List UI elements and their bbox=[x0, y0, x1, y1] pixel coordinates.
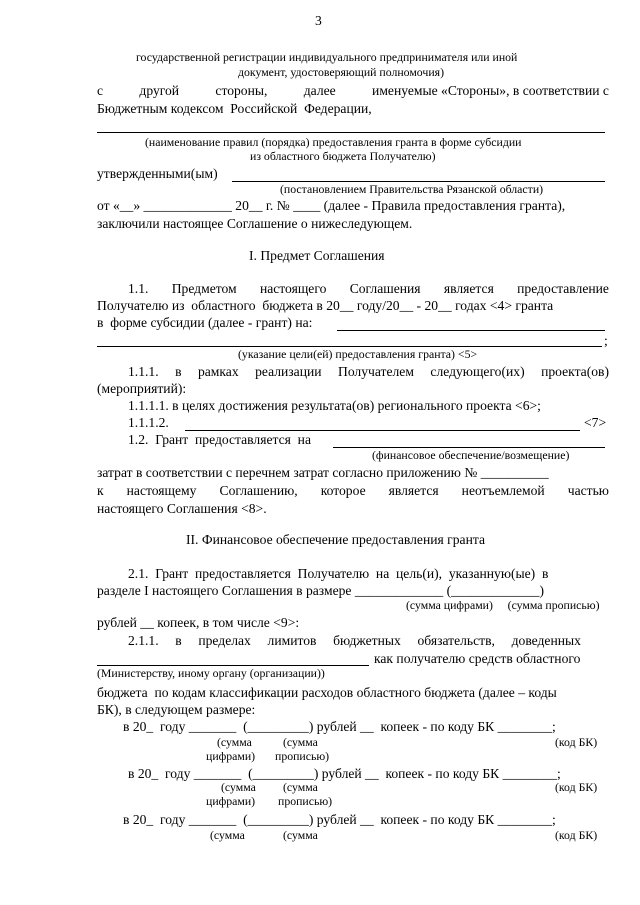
caption-rules-name: (наименование правил (порядка) предоставления гранта в форме субсидии bbox=[145, 135, 522, 149]
caption-sum: (сумма цифрами) (сумма прописью) bbox=[406, 598, 600, 612]
word: является bbox=[443, 281, 494, 296]
word: стороны, bbox=[215, 83, 268, 98]
word: к bbox=[97, 483, 104, 498]
year-row-1: в 20_ году _______ (_________) рублей __ копеек - по коду БК ________; bbox=[123, 719, 556, 734]
word: 1.1.1. bbox=[128, 364, 159, 379]
word: рамках bbox=[197, 364, 239, 379]
blank-line-1-1-1-2 bbox=[185, 430, 580, 431]
para-1-1-line-3: в форме субсидии (далее - грант) на: bbox=[97, 315, 313, 330]
word: реализации bbox=[255, 364, 322, 379]
para-1-1-line-2: Получателю из областного бюджета в 20__ году/20__ - 20__ годах <4> гранта bbox=[97, 298, 554, 313]
caption-year-2-kbk: (код БК) bbox=[555, 780, 598, 794]
para-1-1-1-line-1 bbox=[128, 365, 609, 379]
word: частью bbox=[567, 483, 609, 498]
section-2-title: II. Финансовое обеспечение предоставления гранта bbox=[186, 532, 485, 547]
para-2-1-1-line-3: бюджета по кодам классификации расходов областного бюджета (далее – коды bbox=[97, 685, 557, 700]
word: в bbox=[175, 633, 182, 648]
word: пределах bbox=[198, 633, 251, 648]
caption-year-2-a: (сумма bbox=[221, 780, 256, 794]
para-2-1-line-1: 2.1. Грант предоставляется Получателю на цель(и), указанную(ые) в bbox=[128, 566, 549, 581]
header-line-3 bbox=[97, 84, 609, 98]
caption-goal: (указание цели(ей) предоставления гранта) <5> bbox=[238, 347, 478, 361]
word: является bbox=[388, 483, 439, 498]
word: неотъемлемой bbox=[461, 483, 545, 498]
word: в bbox=[175, 364, 182, 379]
para-2-1-line-2: разделе I настоящего Соглашения в размере _____________ (_____________) bbox=[97, 583, 544, 598]
para-1-2-line-2: затрат в соответствии с перечнем затрат согласно приложению № __________ bbox=[97, 465, 549, 480]
para-1-1-1-1: 1.1.1.1. в целях достижения результата(ов) регионального проекта <6>; bbox=[128, 398, 541, 413]
word: Соглашения bbox=[349, 281, 421, 296]
word: Получателем bbox=[338, 364, 414, 379]
word: настоящему bbox=[126, 483, 197, 498]
page-number: 3 bbox=[315, 13, 322, 28]
caption-year-3-a: (сумма bbox=[210, 828, 245, 842]
caption-decree: (постановлением Правительства Рязанской области) bbox=[280, 182, 544, 196]
caption-year-2-d: прописью) bbox=[278, 794, 333, 808]
blank-line-purpose bbox=[337, 330, 605, 331]
para-2-1-1-line-1 bbox=[128, 634, 581, 648]
caption-year-1-kbk: (код БК) bbox=[555, 735, 598, 749]
word: лимитов bbox=[267, 633, 317, 648]
caption-year-1-b: (сумма bbox=[283, 735, 318, 749]
word: обязательств, bbox=[417, 633, 495, 648]
word: далее bbox=[303, 83, 336, 98]
word: предоставление bbox=[517, 281, 609, 296]
para-1-1-line-1 bbox=[128, 282, 609, 296]
caption-ministry: (Министерству, иному органу (организации)) bbox=[97, 666, 325, 680]
word: которое bbox=[320, 483, 366, 498]
header-line-2: документ, удостоверяющий полномочия) bbox=[238, 65, 444, 79]
para-1-1-1-line-2: (мероприятий): bbox=[97, 381, 187, 396]
semicolon: ; bbox=[604, 333, 608, 348]
word: доведенных bbox=[511, 633, 581, 648]
year-row-2: в 20_ году _______ (_________) рублей __ копеек - по коду БК ________; bbox=[128, 766, 561, 781]
word: 1.1. bbox=[128, 281, 149, 296]
para-2-1-1-line-4: БК), в следующем размере: bbox=[97, 702, 256, 717]
caption-year-2-b: (сумма bbox=[283, 780, 318, 794]
word: именуемые «Стороны», в соответствии с bbox=[372, 83, 609, 98]
year-row-3: в 20_ году _______ (_________) рублей __ копеек - по коду БК ________; bbox=[123, 812, 556, 827]
para-1-2-line-1: 1.2. Грант предоставляется на bbox=[128, 432, 311, 447]
word: другой bbox=[139, 83, 180, 98]
word: следующего(их) bbox=[430, 364, 525, 379]
word: 2.1.1. bbox=[128, 633, 159, 648]
word: Соглашению, bbox=[219, 483, 298, 498]
word: бюджетных bbox=[333, 633, 401, 648]
caption-year-2-c: цифрами) bbox=[206, 794, 256, 808]
para-1-2-line-4: настоящего Соглашения <8>. bbox=[97, 501, 267, 516]
concluded-line: заключили настоящее Соглашение о нижеследующем. bbox=[97, 216, 413, 231]
caption-rules-name-2: из областного бюджета Получателю) bbox=[250, 149, 436, 163]
blank-line-rules bbox=[97, 132, 605, 133]
caption-financing: (финансовое обеспечение/возмещение) bbox=[372, 448, 570, 462]
section-1-title: I. Предмет Соглашения bbox=[249, 248, 385, 263]
word: с bbox=[97, 83, 104, 98]
header-line-1: государственной регистрации индивидуального предпринимателя или иной bbox=[136, 50, 518, 64]
caption-year-3-b: (сумма bbox=[283, 828, 318, 842]
para-1-1-1-2: 1.1.1.2. bbox=[128, 415, 169, 430]
word: Предметом bbox=[171, 281, 237, 296]
caption-year-1-c: цифрами) bbox=[206, 749, 256, 763]
approved-by-label: утвержденными(ым) bbox=[97, 166, 218, 181]
caption-year-1-d: прописью) bbox=[275, 749, 330, 763]
para-2-1-1-line-2: как получателю средств областного bbox=[374, 651, 581, 666]
word: проекта(ов) bbox=[541, 364, 609, 379]
footnote-7: <7> bbox=[584, 415, 607, 430]
caption-year-3-kbk: (код БК) bbox=[555, 828, 598, 842]
date-number-line: от «__» _____________ 20__ г. № ____ (далее - Правила предоставления гранта), bbox=[97, 198, 566, 213]
para-2-1-line-3: рублей __ копеек, в том числе <9>: bbox=[97, 615, 300, 630]
caption-year-1-a: (сумма bbox=[217, 735, 252, 749]
para-1-2-line-3 bbox=[97, 484, 609, 498]
header-line-4: Бюджетным кодексом Российской Федерации, bbox=[97, 101, 372, 116]
word: настоящего bbox=[259, 281, 327, 296]
